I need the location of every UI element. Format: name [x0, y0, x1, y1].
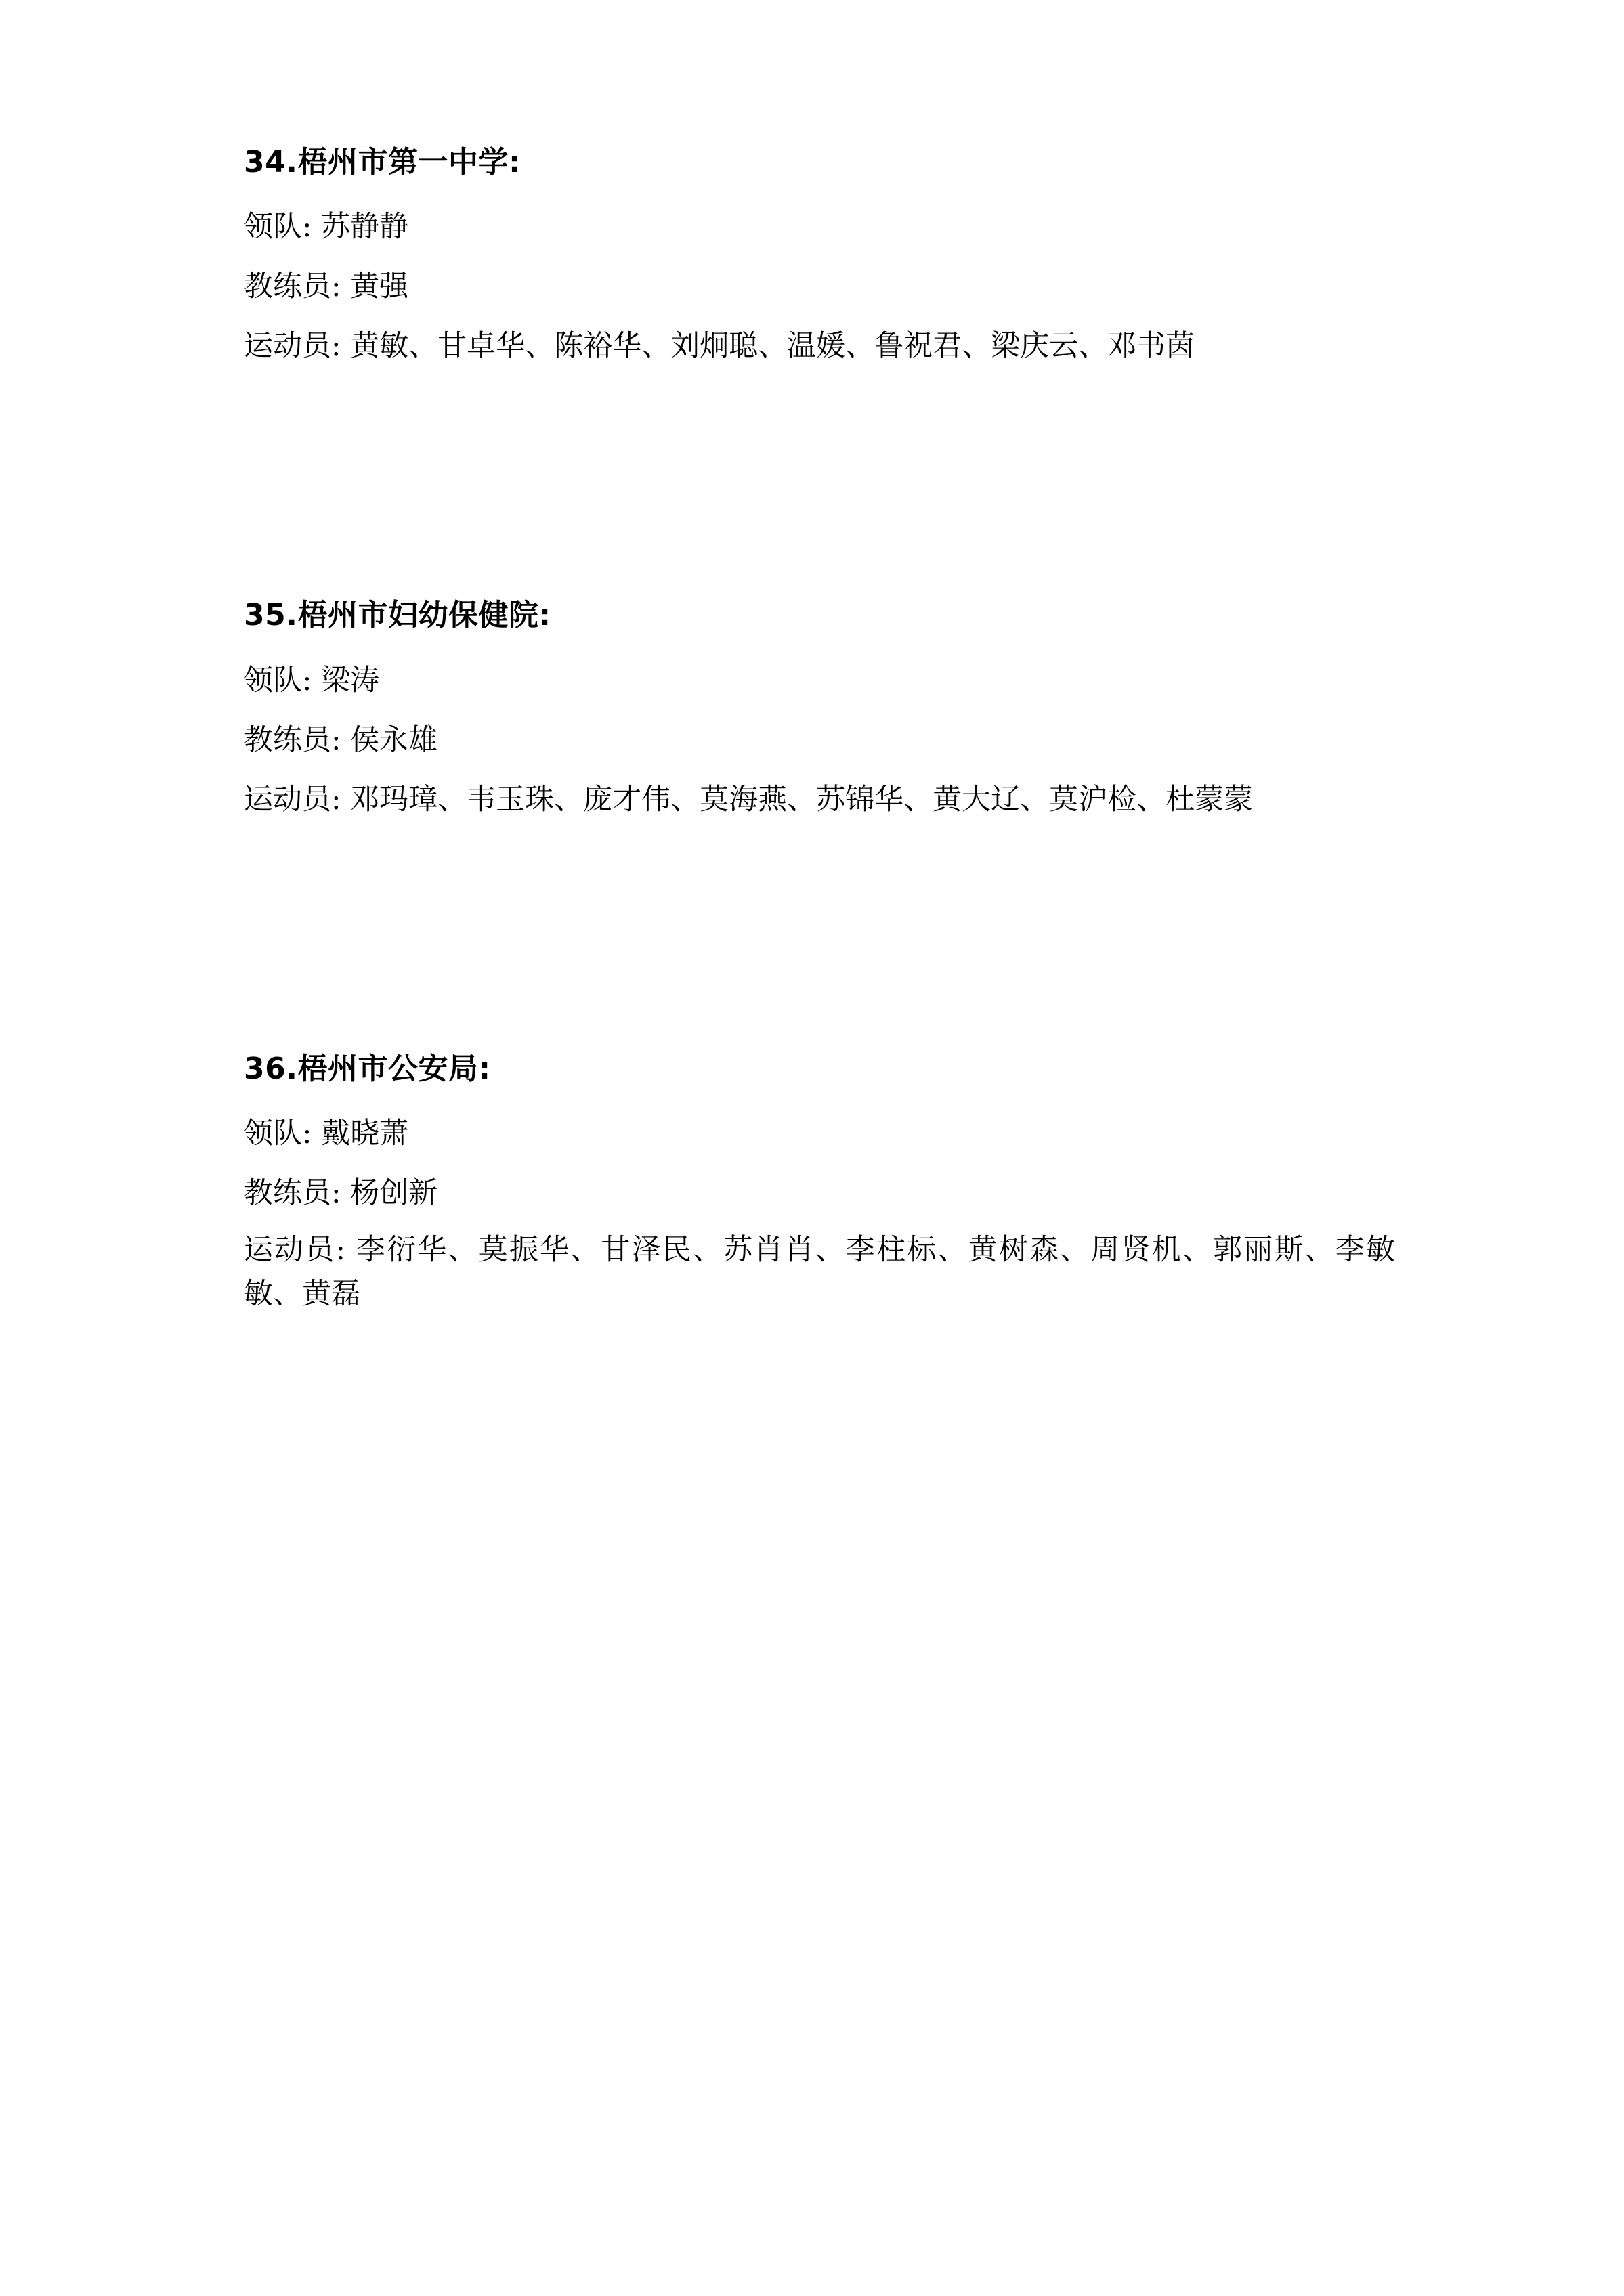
athletes-row	[244, 1228, 1395, 1317]
leader-value: 苏静静	[321, 210, 409, 244]
team-entry	[244, 595, 1395, 825]
coach-row	[244, 1169, 1395, 1219]
leader-row	[244, 656, 1395, 706]
team-heading	[244, 142, 1395, 182]
athletes-row	[244, 322, 1395, 372]
leader-label: 领队:	[244, 1116, 312, 1150]
document-body	[244, 142, 1395, 1317]
coach-value: 侯永雄	[350, 722, 438, 757]
athletes-value: 李衍华、莫振华、甘泽民、苏肖肖、李柱标、黄树森、周贤机、郭丽斯、李敏敏、黄磊	[244, 1232, 1395, 1312]
coach-label: 教练员:	[244, 1175, 341, 1210]
athletes-label: 运动员:	[244, 1232, 346, 1267]
team-organization: 梧州市妇幼保健院:	[297, 598, 551, 633]
team-heading	[244, 1049, 1395, 1089]
athletes-value: 邓玛璋、韦玉珠、庞才伟、莫海燕、苏锦华、黄大辽、莫沪检、杜蒙蒙	[350, 782, 1254, 817]
leader-row	[244, 1109, 1395, 1159]
leader-value: 梁涛	[321, 663, 380, 697]
team-number: 36.	[244, 1051, 298, 1086]
athletes-label: 运动员:	[244, 782, 341, 817]
leader-label: 领队:	[244, 663, 312, 697]
coach-value: 黄强	[350, 269, 409, 304]
team-number: 34.	[244, 145, 298, 179]
athletes-value: 黄敏、甘卓华、陈裕华、刘炯聪、温媛、鲁祝君、梁庆云、邓书茵	[350, 329, 1195, 364]
team-number: 35.	[244, 598, 298, 633]
team-entry	[244, 1049, 1395, 1317]
team-entry	[244, 142, 1395, 372]
leader-label: 领队:	[244, 210, 312, 244]
leader-value: 戴晓萧	[321, 1116, 409, 1150]
coach-row	[244, 716, 1395, 766]
coach-value: 杨创新	[350, 1175, 438, 1210]
team-heading	[244, 595, 1395, 635]
team-organization: 梧州市第一中学:	[297, 145, 521, 179]
athletes-row	[244, 775, 1395, 825]
coach-label: 教练员:	[244, 722, 341, 757]
team-organization: 梧州市公安局:	[297, 1051, 491, 1086]
coach-row	[244, 262, 1395, 312]
athletes-label: 运动员:	[244, 329, 341, 364]
leader-row	[244, 202, 1395, 253]
coach-label: 教练员:	[244, 269, 341, 304]
